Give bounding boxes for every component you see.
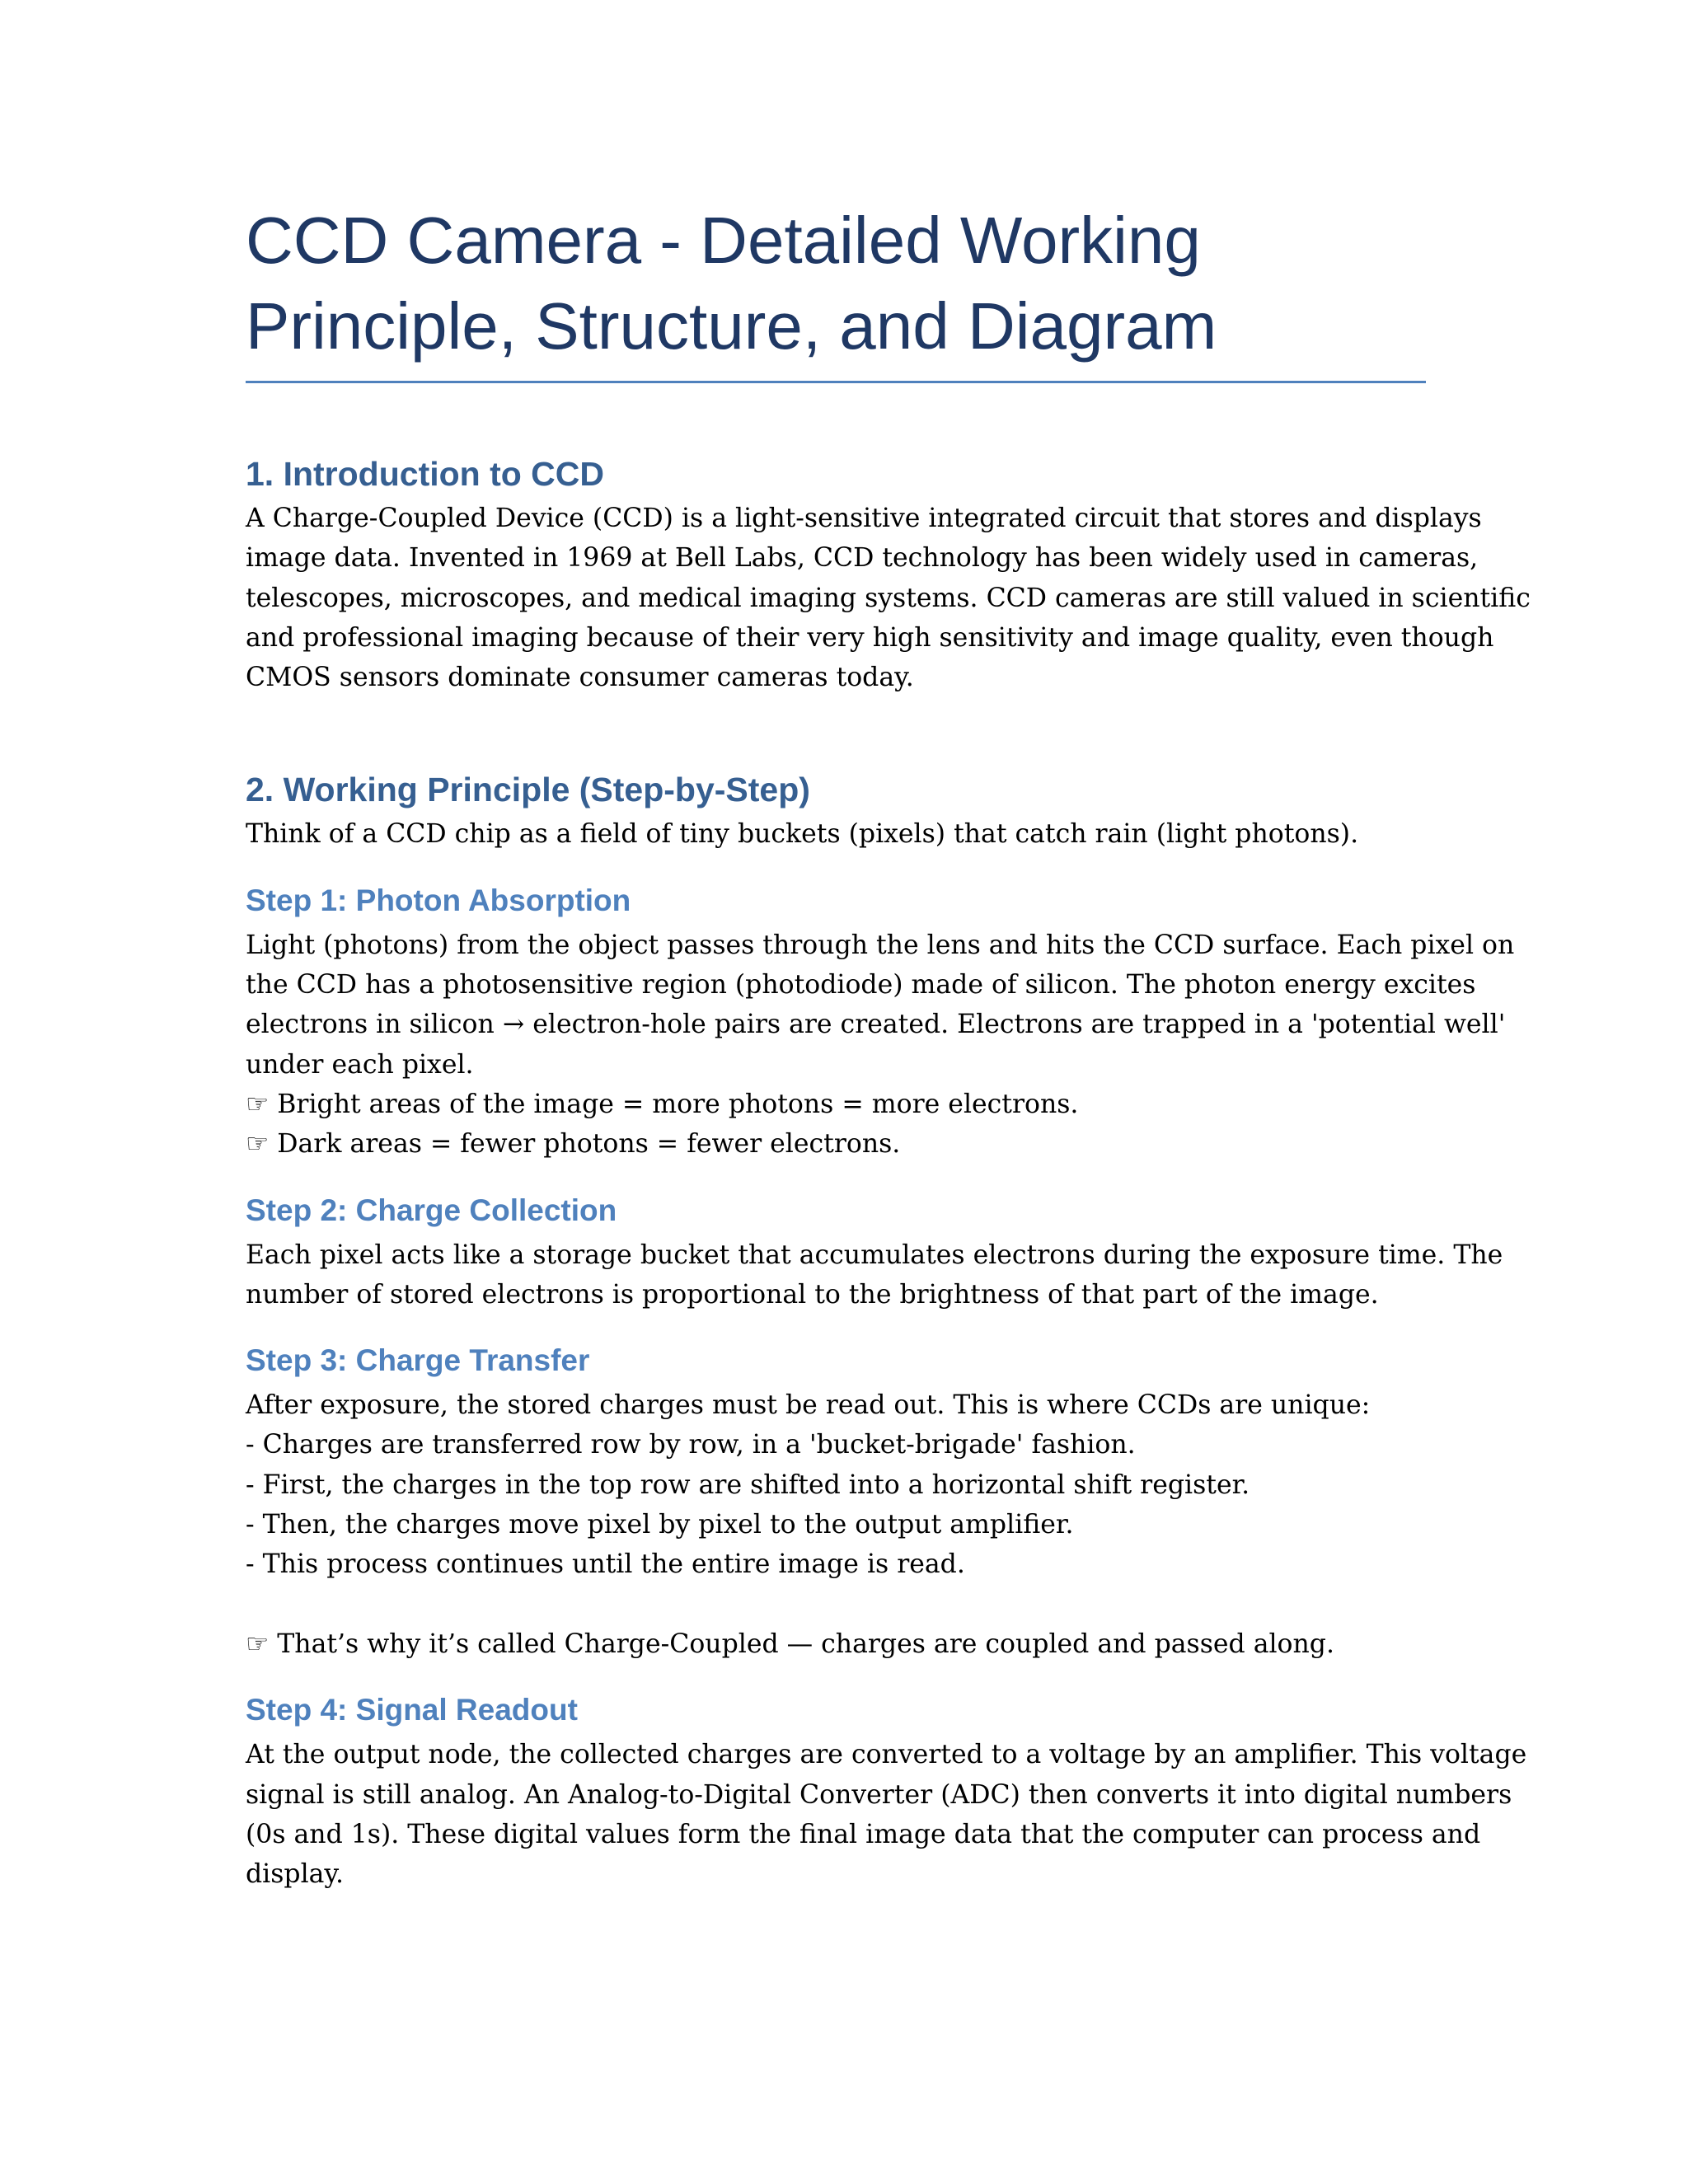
step-3-paragraph [246, 1385, 1426, 1664]
step-2-paragraph [246, 1235, 1503, 1315]
bright-note-text: Bright areas of the image = more photons = more electrons. [277, 1089, 1079, 1119]
pointing-hand-icon: ☞ [246, 1089, 270, 1119]
step-3-line-4: - Then, the charges move pixel by pixel to the output amplifier. [246, 1510, 1074, 1540]
step-1-note-bright [246, 1085, 1426, 1124]
step-3-note [246, 1624, 1426, 1664]
step-4-heading: Step 4: Signal Readout [246, 1693, 578, 1727]
title-line-2: Principle, Structure, and Diagram [246, 289, 1217, 363]
step-3-line-1: After exposure, the stored charges must be read out. This is where CCDs are unique: [246, 1390, 1371, 1421]
step-1-paragraph [246, 926, 1515, 1165]
document-page [246, 198, 1531, 1894]
step-2-line-1: Each pixel acts like a storage bucket that accumulates electrons during the exposure time. The [246, 1240, 1503, 1270]
intro-line-1: A Charge-Coupled Device (CCD) is a light-sensitive integrated circuit that stores and displays [246, 504, 1482, 533]
step-4-line-2: signal is still analog. An Analog-to-Digital Converter (ADC) then converts it into digital numbers [246, 1779, 1512, 1810]
intro-paragraph [246, 499, 1531, 697]
step-3-line-5: - This process continues until the entire image is read. [246, 1549, 965, 1580]
pointing-hand-icon: ☞ [246, 1129, 270, 1160]
blank-line [246, 1585, 1426, 1624]
dark-note-text: Dark areas = fewer photons = fewer electrons. [277, 1129, 901, 1160]
working-intro-paragraph [246, 814, 1426, 854]
step-4-line-4: display. [246, 1859, 345, 1890]
step-3-heading: Step 3: Charge Transfer [246, 1343, 590, 1378]
step-1-note-dark [246, 1124, 1426, 1164]
step-1-line-1: Light (photons) from the object passes through the lens and hits the CCD surface. Each pixel on [246, 930, 1515, 960]
step-2-heading: Step 2: Charge Collection [246, 1193, 617, 1227]
section-heading-introduction: 1. Introduction to CCD [246, 455, 605, 493]
intro-line-2: image data. Invented in 1969 at Bell Labs, CCD technology has been widely used in cameras, [246, 543, 1479, 574]
pointing-hand-icon: ☞ [246, 1629, 270, 1659]
document-title [246, 198, 1426, 383]
step-3-line-2: - Charges are transferred row by row, in a 'bucket-brigade' fashion. [246, 1430, 1136, 1460]
step-4-paragraph [246, 1735, 1527, 1894]
section-heading-working-principle: 2. Working Principle (Step-by-Step) [246, 771, 810, 809]
working-intro-line: Think of a CCD chip as a field of tiny buckets (pixels) that catch rain (light photons). [246, 819, 1359, 850]
step-4-line-1: At the output node, the collected charges are converted to a voltage by an amplifier. This voltage [246, 1740, 1527, 1770]
step-4-line-3: (0s and 1s). These digital values form the final image data that the computer can process and [246, 1819, 1481, 1849]
step-1-heading: Step 1: Photon Absorption [246, 883, 631, 917]
intro-line-5: CMOS sensors dominate consumer cameras today. [246, 663, 914, 693]
title-line-1: CCD Camera - Detailed Working [246, 204, 1201, 277]
step-3-line-3: - First, the charges in the top row are shifted into a horizontal shift register. [246, 1469, 1250, 1500]
coupled-note-text: That’s why it’s called Charge-Coupled — charges are coupled and passed along. [277, 1629, 1334, 1659]
step-1-line-3: electrons in silicon → electron-hole pairs are created. Electrons are trapped in a 'potential well' [246, 1010, 1506, 1040]
intro-line-4: and professional imaging because of their very high sensitivity and image quality, even though [246, 622, 1494, 653]
step-1-line-2: the CCD has a photosensitive region (photodiode) made of silicon. The photon energy excites [246, 970, 1476, 1001]
step-1-line-4: under each pixel. [246, 1049, 474, 1080]
intro-line-3: telescopes, microscopes, and medical imaging systems. CCD cameras are still valued in scientific [246, 583, 1531, 613]
step-2-line-2: number of stored electrons is proportional to the brightness of that part of the image. [246, 1279, 1379, 1310]
